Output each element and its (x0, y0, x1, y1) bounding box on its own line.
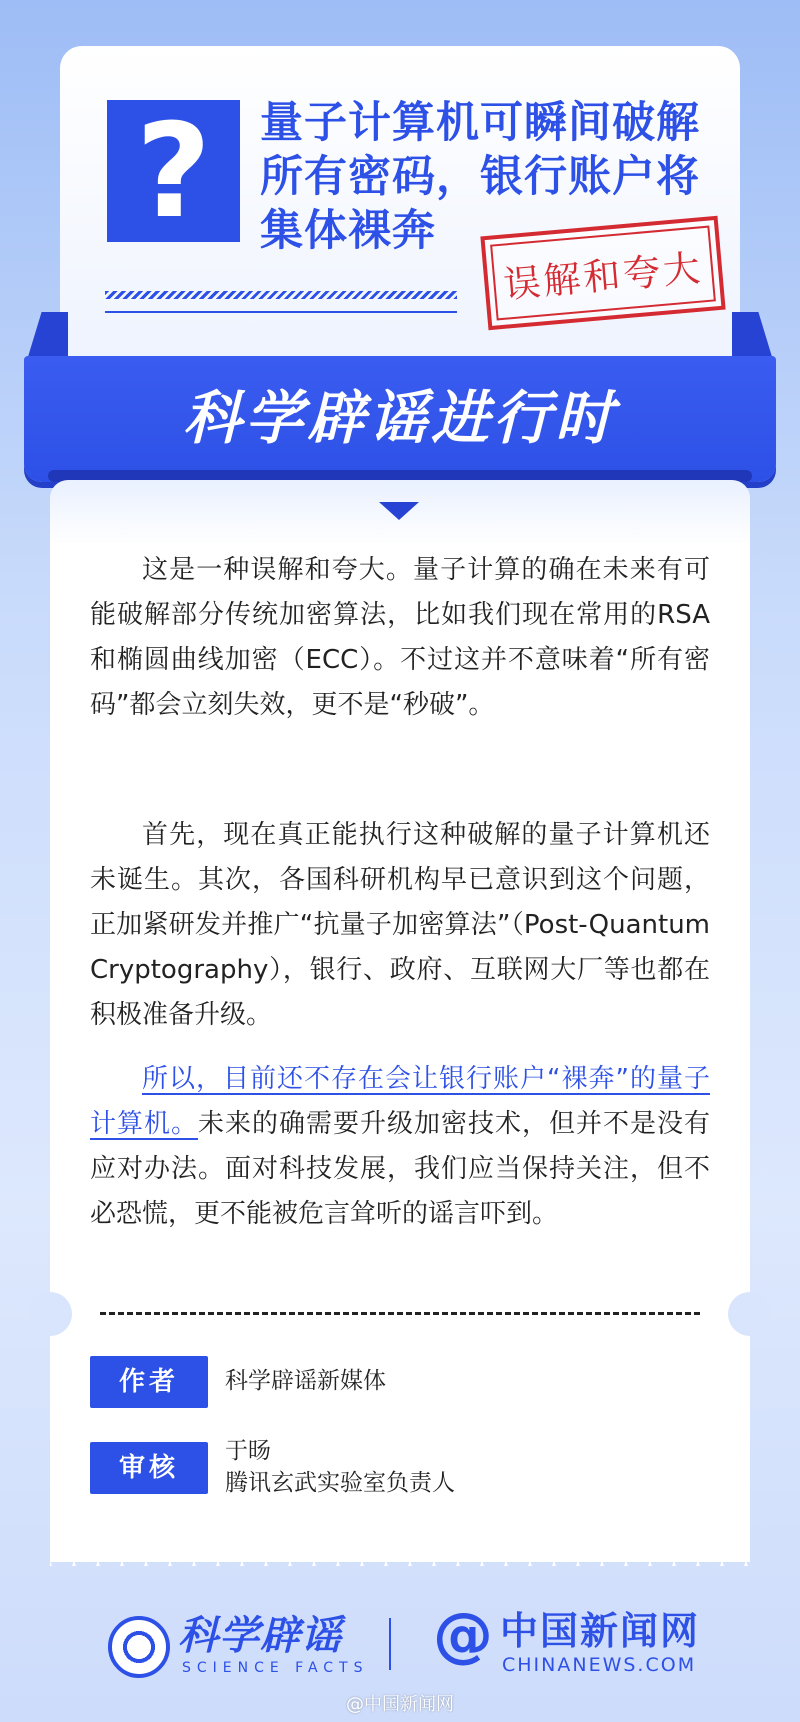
chinanews-name: 中国新闻网 (500, 1609, 701, 1653)
paragraph-3-rest: 未来的确需要升级加密技术，但并不是没有应对办法。面对科技发展，我们应当保持关注，但不必恐慌，更不能被危言耸听的谣言吓到。 (90, 1109, 710, 1229)
reviewer-label: 审核 (90, 1442, 208, 1494)
at-sign-icon: @ (433, 1600, 493, 1670)
reviewer-info (225, 1435, 455, 1499)
ticket-notch-left (28, 1292, 72, 1336)
science-facts-emblem-icon (108, 1616, 170, 1678)
banner-title: 科学辟谣进行时 (182, 384, 617, 452)
divider-line (105, 311, 457, 313)
paragraph-2: 首先，现在真正能执行这种破解的量子计算机还未诞生。其次，各国科研机构早已意识到这个问题，正加紧研发并推广“抗量子加密算法”（Post-Quantum Cryptography），银行、政府、互联网大厂等也都在积极准备升级。 (90, 820, 710, 1030)
banner (24, 356, 776, 482)
reviewer-name: 于旸 (225, 1438, 271, 1464)
watermark: @中国新闻网 (346, 1694, 454, 1715)
reviewer-title: 腾讯玄武实验室负责人 (225, 1470, 455, 1496)
paragraph-1: 这是一种误解和夸大。量子计算的确在未来有可能破解部分传统加密算法，比如我们现在常用的RSA和椭圆曲线加密（ECC）。不过这并不意味着“所有密码”都会立刻失效，更不是“秒破”。 (90, 555, 710, 720)
stamp-text: 误解和夸大 (490, 226, 716, 321)
hatched-divider (105, 291, 457, 299)
ticket-edge (50, 1560, 750, 1566)
science-facts-sub: SCIENCE FACTS (182, 1660, 369, 1676)
science-facts-name: 科学辟谣 (178, 1613, 342, 1659)
author-value: 科学辟谣新媒体 (225, 1368, 386, 1394)
dashed-divider (100, 1312, 700, 1315)
highlight-conclusion: 所以，目前还不存在会让银行账户“裸奔”的量子计算机。 (90, 1064, 710, 1139)
author-label: 作者 (90, 1356, 208, 1408)
logo-divider (389, 1618, 391, 1670)
ticket-notch-right (728, 1292, 772, 1336)
paragraph-3 (90, 1057, 710, 1237)
chinanews-url: CHINANEWS.COM (502, 1654, 697, 1676)
triangle-down-icon (379, 502, 419, 520)
question-mark-icon: ? (107, 100, 240, 242)
chinanews-logo (430, 1600, 730, 1680)
headline: 量子计算机可瞬间破解所有密码，银行账户将集体裸奔 (260, 98, 700, 256)
science-facts-logo (108, 1606, 408, 1686)
